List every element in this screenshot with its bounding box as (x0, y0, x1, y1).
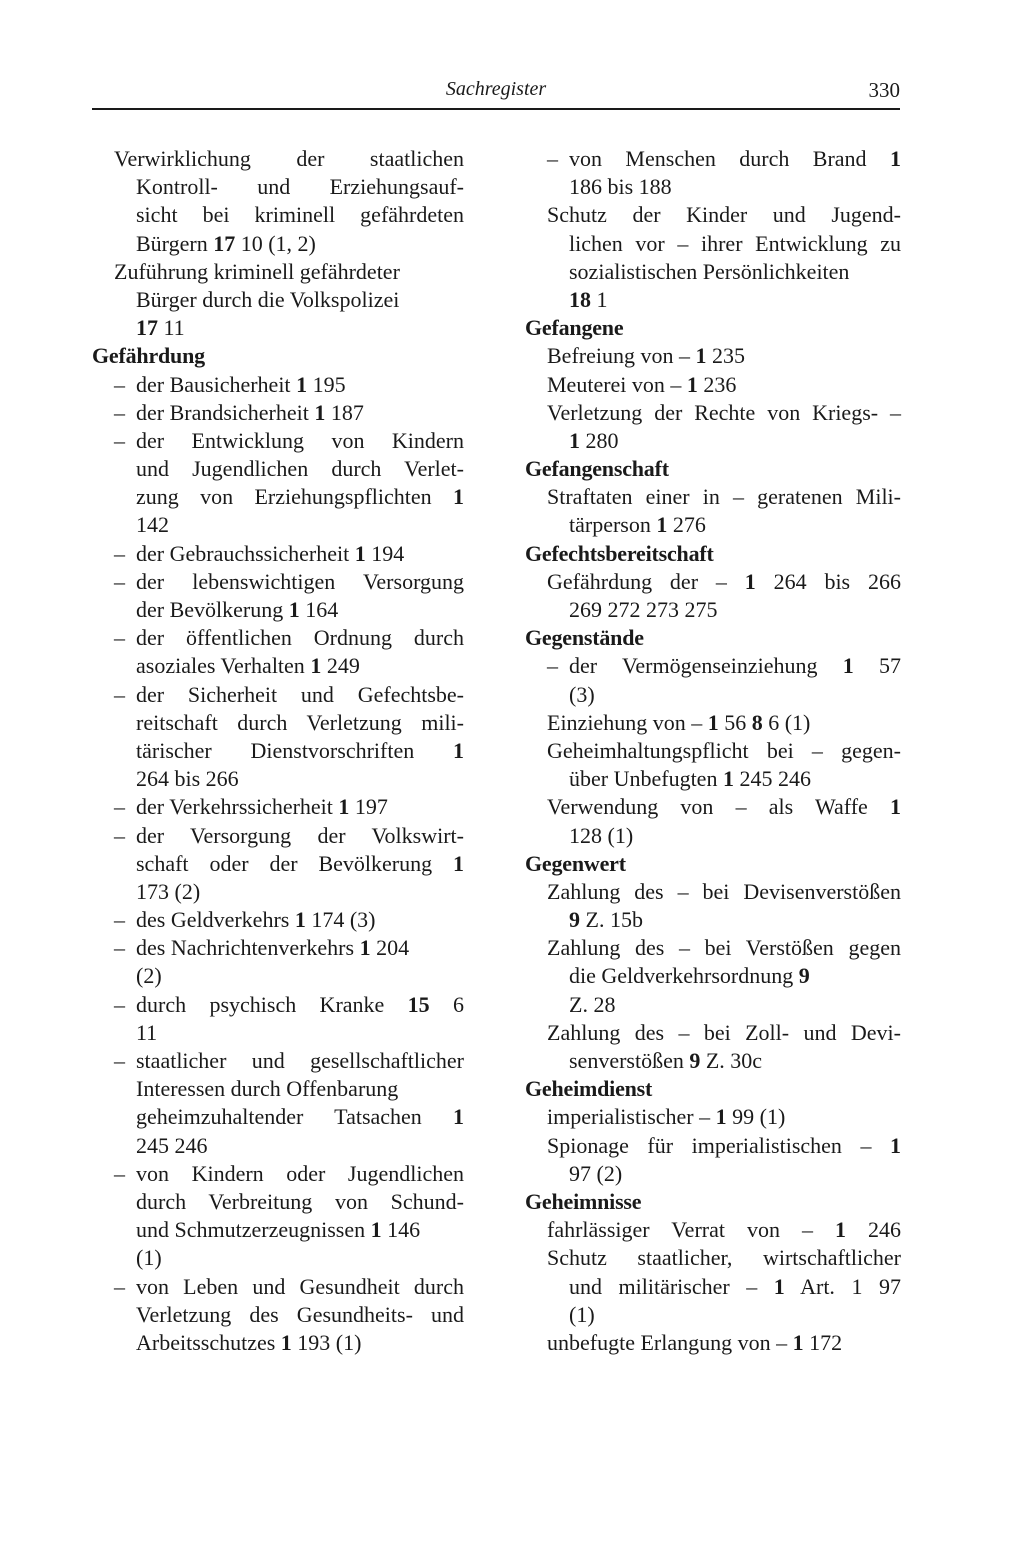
entry-text: Art. 1 97 (784, 1273, 901, 1299)
entry-text: der Sicherheit und Gefechtsbe- (136, 681, 464, 707)
entry-dash: – (114, 991, 125, 1017)
index-continuation (92, 230, 464, 258)
index-entry (525, 1244, 901, 1272)
entry-text: 56 (718, 709, 752, 735)
index-subentry (114, 1160, 464, 1188)
entry-text: (1) (136, 1245, 162, 1271)
index-continuation (525, 906, 901, 934)
page-number: 330 (868, 78, 900, 102)
entry-text: schaft oder der Bevölkerung (136, 850, 453, 876)
index-continuation (92, 962, 464, 990)
entry-text: geheimzuhaltender Tatsachen (136, 1104, 453, 1130)
index-continuation (525, 1160, 901, 1188)
entry-text: 187 (325, 399, 364, 425)
entry-text: 245 246 (733, 766, 811, 792)
law-reference-number: 1 (354, 540, 366, 566)
entry-text: Z. 28 (569, 991, 616, 1017)
entry-text: (3) (569, 681, 595, 707)
entry-dash: – (114, 568, 125, 594)
entry-text: staatlicher und gesellschaftlicher (136, 1048, 464, 1073)
law-reference-number: 1 (842, 653, 854, 679)
entry-text: Gefechtsbereitschaft (525, 540, 714, 566)
index-subentry (114, 822, 464, 850)
index-continuation (92, 1132, 464, 1160)
entry-text: Bürger durch die Volkspolizei (136, 286, 400, 312)
law-reference-number: 1 (280, 1329, 292, 1355)
index-continuation (92, 737, 464, 765)
entry-text: sicht bei kriminell gefährdeten (136, 202, 464, 228)
entry-dash: – (547, 653, 558, 679)
entry-text: des Nachrichtenverkehrs (136, 935, 360, 961)
entry-text: 194 (365, 540, 405, 566)
index-continuation (525, 286, 901, 314)
entry-text: Bürgern (136, 230, 214, 256)
index-continuation (92, 1103, 464, 1131)
entry-text: 193 (1) (291, 1329, 362, 1355)
index-heading (92, 342, 464, 370)
entry-text: 99 (1) (726, 1104, 786, 1130)
entry-text: 6 (429, 991, 465, 1017)
index-subentry (114, 427, 464, 455)
entry-text: Einziehung von – (547, 709, 708, 735)
index-subentry (114, 681, 464, 709)
law-reference-number: 1 (656, 512, 668, 538)
index-entry (525, 371, 901, 399)
entry-text: der lebenswichtigen Versorgung (136, 568, 464, 594)
index-continuation (92, 1244, 464, 1272)
entry-dash: – (114, 1160, 125, 1186)
index-continuation (92, 1216, 464, 1244)
law-reference-number: 1 (835, 1217, 846, 1243)
index-entry (525, 878, 901, 906)
header-rule (92, 108, 900, 110)
index-entry (525, 483, 901, 511)
index-heading (525, 540, 901, 568)
entry-text: Zahlung des – bei Zoll- und Devi- (547, 1019, 901, 1045)
index-continuation (92, 596, 464, 624)
entry-text: zung von Erziehungspflichten (136, 484, 453, 510)
entry-text: Verwendung von – als Waffe (547, 794, 890, 820)
entry-text: Z. 15b (580, 907, 643, 933)
entry-text: 246 (846, 1217, 902, 1243)
entry-text: und militärischer – (569, 1273, 774, 1299)
entry-text: 6 (1) (762, 709, 811, 735)
index-heading (525, 1075, 901, 1103)
index-heading (525, 455, 901, 483)
entry-dash: – (114, 1048, 125, 1073)
entry-text: 245 246 (136, 1132, 208, 1158)
index-entry (525, 1019, 901, 1047)
index-entry (525, 1132, 901, 1160)
entry-text: Gefangene (525, 315, 624, 341)
entry-text: 57 (853, 653, 901, 679)
law-reference-number: 8 (751, 709, 763, 735)
law-reference-number: 9 (689, 1048, 701, 1073)
entry-text: Interessen durch Offenbarung (136, 1076, 399, 1102)
law-reference-number: 1 (359, 935, 371, 961)
index-heading (525, 850, 901, 878)
entry-text: Straftaten einer in – geratenen Mili- (547, 484, 901, 510)
index-continuation (92, 1075, 464, 1103)
index-entry (525, 737, 901, 765)
entry-text: von Leben und Gesundheit durch (136, 1273, 464, 1299)
law-reference-number: 1 (338, 794, 350, 820)
entry-text: Verwirklichung der staatlichen (114, 146, 464, 171)
index-continuation (525, 511, 901, 539)
entry-text: Befreiung von – (547, 343, 696, 369)
entry-text: 197 (349, 794, 388, 820)
entry-dash: – (114, 822, 125, 848)
entry-text: 164 (299, 597, 339, 622)
entry-text: 186 bis 188 (569, 174, 672, 200)
law-reference-number: 1 (453, 850, 464, 876)
law-reference-number: 17 (136, 315, 158, 341)
entry-text: 11 (158, 315, 185, 341)
entry-text: des Geldverkehrs (136, 907, 295, 933)
index-continuation (525, 230, 901, 258)
entry-text: Zahlung des – bei Devisenverstößen (547, 878, 901, 904)
index-continuation (92, 850, 464, 878)
index-continuation (92, 455, 464, 483)
index-continuation (525, 822, 901, 850)
running-title: Sachregister (445, 78, 547, 100)
index-subentry (114, 1273, 464, 1301)
entry-dash: – (547, 146, 558, 171)
entry-dash: – (114, 681, 125, 707)
index-entry (525, 568, 901, 596)
entry-text: die Geldverkehrsordnung (569, 963, 799, 989)
entry-text: durch Verbreitung von Schund- (136, 1188, 464, 1214)
index-heading (525, 1188, 901, 1216)
index-continuation (92, 878, 464, 906)
index-continuation (92, 173, 464, 201)
index-subentry (114, 624, 464, 652)
entry-text: Gegenwert (525, 850, 626, 876)
page-header (92, 74, 900, 108)
entry-text: 128 (1) (569, 822, 634, 848)
entry-text: lichen vor – ihrer Entwicklung zu (569, 230, 901, 256)
index-continuation (92, 201, 464, 229)
entry-text: Schutz staatlicher, wirtschaftlicher (547, 1245, 901, 1271)
index-entry (92, 145, 464, 173)
index-entry (92, 258, 464, 286)
entry-dash: – (114, 907, 125, 933)
entry-text: 264 bis 266 (755, 568, 901, 594)
entry-text: 235 (706, 343, 745, 369)
index-continuation (525, 258, 901, 286)
law-reference-number: 1 (294, 907, 306, 933)
law-reference-number: 1 (296, 371, 308, 397)
entry-text: Gefährdung der – (547, 568, 745, 594)
index-continuation (525, 1273, 901, 1301)
index-continuation (92, 286, 464, 314)
index-continuation (525, 991, 901, 1019)
entry-text: Gegenstände (525, 625, 644, 651)
entry-text: tärperson (569, 512, 657, 538)
entry-dash: – (114, 625, 125, 651)
entry-text: von Menschen durch Brand (569, 146, 890, 171)
entry-text: Gefährdung (92, 343, 205, 369)
entry-text: 174 (3) (305, 907, 376, 933)
index-entry (525, 399, 901, 427)
entry-text: imperialistischer – (547, 1104, 716, 1130)
index-subentry (114, 568, 464, 596)
entry-text: sozialistischen Persönlichkeiten (569, 258, 850, 284)
entry-text: 10 (1, 2) (235, 230, 316, 256)
index-continuation (92, 314, 464, 342)
entry-text: (2) (136, 963, 162, 989)
law-reference-number: 1 (453, 737, 464, 763)
entry-text: der Verkehrssicherheit (136, 794, 339, 820)
entry-text: Geheimnisse (525, 1188, 642, 1214)
law-reference-number: 9 (569, 907, 580, 933)
entry-text: 195 (307, 371, 346, 397)
index-subentry (114, 906, 464, 934)
entry-text: 146 (381, 1217, 421, 1243)
law-reference-number: 17 (213, 230, 236, 256)
index-continuation (92, 511, 464, 539)
law-reference-number: 1 (890, 794, 901, 820)
entry-text: Geheimhaltungspflicht bei – gegen- (547, 737, 901, 763)
entry-text: tärischer Dienstvorschriften (136, 737, 453, 763)
index-continuation (92, 1019, 464, 1047)
entry-text: der Bevölkerung (136, 597, 289, 622)
index-continuation (525, 962, 901, 990)
entry-text: unbefugte Erlangung von – (547, 1329, 793, 1355)
entry-text: 204 (370, 935, 410, 961)
entry-text: 264 bis 266 (136, 766, 239, 792)
entry-text: über Unbefugten (569, 766, 723, 792)
law-reference-number: 18 (569, 286, 591, 312)
entry-text: Arbeitsschutzes (136, 1329, 281, 1355)
entry-text: der Vermögenseinziehung (569, 653, 843, 679)
entry-text: 173 (2) (136, 878, 201, 904)
index-entry (525, 709, 901, 737)
entry-dash: – (114, 935, 125, 961)
entry-text: asoziales Verhalten (136, 653, 311, 679)
entry-text: Kontroll- und Erziehungsauf- (136, 174, 464, 200)
index-subentry (114, 540, 464, 568)
entry-dash: – (114, 427, 125, 453)
index-entry (525, 1103, 901, 1131)
law-reference-number: 1 (773, 1273, 785, 1299)
index-subentry (114, 793, 464, 821)
law-reference-number: 1 (370, 1217, 382, 1243)
entry-text: der Brandsicherheit (136, 399, 315, 425)
law-reference-number: 1 (310, 653, 322, 679)
index-subentry (114, 991, 464, 1019)
entry-text: (1) (569, 1301, 595, 1327)
index-continuation (525, 173, 901, 201)
index-column-right (525, 145, 901, 1357)
index-continuation (525, 765, 901, 793)
entry-text: und Jugendlichen durch Verlet- (136, 456, 464, 482)
law-reference-number: 1 (722, 766, 734, 792)
law-reference-number: 1 (744, 568, 756, 594)
law-reference-number: 1 (707, 709, 719, 735)
entry-dash: – (114, 540, 125, 566)
entry-text: und Schmutzerzeugnissen (136, 1217, 371, 1243)
index-entry (525, 793, 901, 821)
index-heading (525, 624, 901, 652)
index-continuation (92, 1329, 464, 1357)
entry-text: Verletzung des Gesundheits- und (136, 1301, 464, 1327)
entry-dash: – (114, 371, 125, 397)
law-reference-number: 1 (314, 399, 326, 425)
index-heading (525, 314, 901, 342)
entry-text: fahrlässiger Verrat von – (547, 1217, 835, 1243)
index-entry (525, 201, 901, 229)
index-subentry (114, 371, 464, 399)
index-entry (525, 1216, 901, 1244)
entry-text: senverstößen (569, 1048, 690, 1073)
law-reference-number: 1 (695, 343, 707, 369)
entry-text: Z. 30c (700, 1048, 763, 1073)
entry-text: 269 272 273 275 (569, 597, 718, 622)
law-reference-number: 1 (453, 1104, 464, 1130)
entry-text: reitschaft durch Verletzung mili- (136, 709, 464, 735)
entry-text: Gefangenschaft (525, 456, 669, 482)
entry-dash: – (114, 794, 125, 820)
law-reference-number: 1 (686, 371, 698, 397)
index-continuation (92, 765, 464, 793)
index-subentry (114, 934, 464, 962)
entry-text: von Kindern oder Jugendlichen (136, 1160, 464, 1186)
entry-text: Spionage für imperialistischen – (547, 1132, 890, 1158)
law-reference-number: 1 (569, 427, 580, 453)
entry-text: 236 (697, 371, 737, 397)
index-continuation (525, 427, 901, 455)
index-continuation (92, 652, 464, 680)
index-column-left (92, 145, 464, 1357)
index-subentry (114, 1047, 464, 1075)
index-continuation (92, 1301, 464, 1329)
entry-text: Verletzung der Rechte von Kriegs- – (547, 399, 901, 425)
index-continuation (525, 681, 901, 709)
entry-text: der Bausicherheit (136, 371, 297, 397)
entry-text: Schutz der Kinder und Jugend- (547, 202, 901, 228)
law-reference-number: 1 (890, 1132, 901, 1158)
index-subentry (114, 399, 464, 427)
entry-text: Zahlung des – bei Verstößen gegen (547, 935, 901, 961)
entry-text: 11 (136, 1019, 158, 1045)
index-entry (525, 342, 901, 370)
law-reference-number: 1 (890, 146, 901, 171)
law-reference-number: 1 (453, 484, 464, 510)
entry-text: der Versorgung der Volkswirt- (136, 822, 464, 848)
entry-text: 1 (591, 286, 608, 312)
index-continuation (525, 596, 901, 624)
index-subentry (547, 145, 901, 173)
index-continuation (92, 483, 464, 511)
entry-text: 97 (2) (569, 1160, 623, 1186)
index-continuation (525, 1047, 901, 1075)
index-continuation (92, 1188, 464, 1216)
entry-text: durch psychisch Kranke (136, 991, 408, 1017)
index-subentry (547, 652, 901, 680)
entry-text: 142 (136, 512, 169, 538)
law-reference-number: 9 (798, 963, 810, 989)
entry-text: 280 (580, 427, 619, 453)
entry-text: Meuterei von – (547, 371, 687, 397)
entry-text: der Entwicklung von Kindern (136, 427, 464, 453)
index-continuation (92, 709, 464, 737)
index-continuation (525, 1301, 901, 1329)
entry-text: Zuführung kriminell gefährdeter (114, 258, 400, 284)
law-reference-number: 1 (288, 597, 300, 622)
entry-dash: – (114, 1273, 125, 1299)
entry-text: 172 (803, 1329, 843, 1355)
entry-text: 276 (667, 512, 706, 538)
index-entry (525, 934, 901, 962)
entry-text: Geheimdienst (525, 1076, 653, 1102)
law-reference-number: 1 (792, 1329, 804, 1355)
entry-text: 249 (321, 653, 360, 679)
entry-text: der Gebrauchssicherheit (136, 540, 355, 566)
entry-dash: – (114, 399, 125, 425)
index-entry (525, 1329, 901, 1357)
law-reference-number: 1 (715, 1104, 727, 1130)
law-reference-number: 15 (407, 991, 430, 1017)
entry-text: der öffentlichen Ordnung durch (136, 625, 464, 651)
